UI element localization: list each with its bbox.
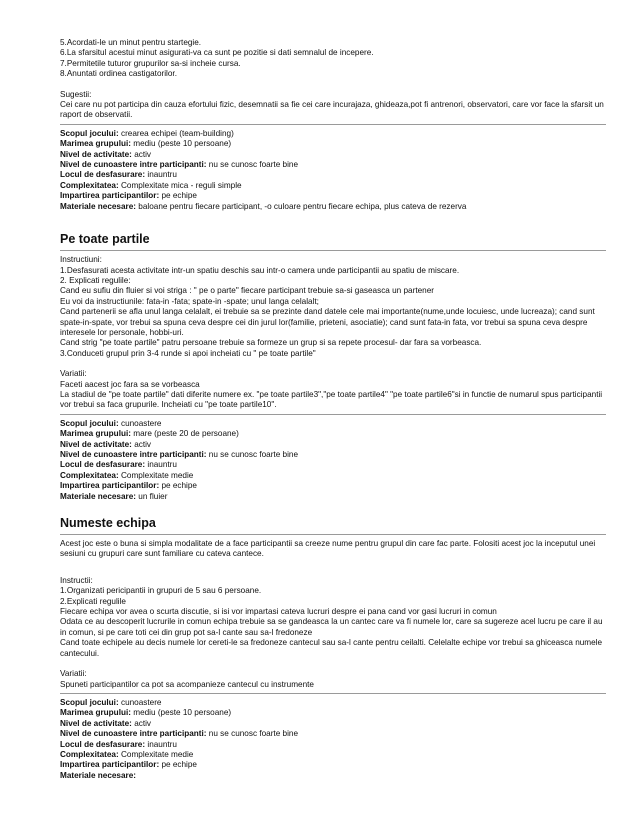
- instruction-line: 2. Explicati regulile:: [60, 275, 131, 285]
- loc-value: inauntru: [147, 170, 177, 180]
- variatii-label: Variatii:: [60, 669, 87, 679]
- variation-line: La stadiul de "pe toate partile" dati diferite numere ex. "pe toate partile3","pe toate partile4" "pe toate partile6"si in functie de numarul spus participantii vor trebui sa faca grupurile. Incheiati cu "pe toate partile10".: [60, 389, 603, 410]
- instruction-line: 2.Explicati regulile: [60, 596, 126, 606]
- marime-label: Marimea grupului:: [60, 708, 131, 718]
- loc-label: Locul de desfasurare:: [60, 739, 146, 749]
- cunoastere-label: Nivel de cunoastere intre participanti:: [60, 160, 207, 170]
- variatii-label: Variatii:: [60, 369, 87, 379]
- instructiuni-label: Instructiuni:: [60, 255, 102, 265]
- step-7: 7.Permitetile tuturor grupurilor sa-si incheie cursa.: [60, 58, 241, 68]
- marime-label: Marimea grupului:: [60, 429, 131, 439]
- materiale-label: Materiale necesare:: [60, 770, 137, 780]
- step-6: 6.La sfarsitul acestui minut asigurati-va ca sunt pe pozitie si dati semnalul de incepere.: [60, 48, 374, 58]
- cunoastere-label: Nivel de cunoastere intre participanti:: [60, 729, 207, 739]
- variation-line: Faceti aacest joc fara sa se vorbeasca: [60, 379, 200, 389]
- instruction-line: Cand partenerii se afla unul langa celalalt, ei trebuie sa se prezinte dand datele cele mai importante(nume,unde locuiesc, unde lucreaza); cand sunt spate-in-spate, vor trebui sa spuna ceva despre cei din jurul lor(familie, prieteni, asociatie); cand sunt fata-in fata, vor trebui sa spuna ceva despre interesele lor personale, hobbi-uri.: [60, 307, 595, 337]
- loc-value: inauntru: [147, 739, 177, 749]
- cunoastere-value: nu se cunosc foarte bine: [208, 729, 299, 739]
- intro-steps: [60, 38, 606, 80]
- instruction-line: Eu voi da instructiunile: fata-in -fata; spate-in -spate; unul langa celalalt;: [60, 296, 319, 306]
- instruction-line: 1.Desfasurati acesta activitate intr-un spatiu deschis sau intr-o camera unde participantii au spatiu de miscare.: [60, 265, 460, 275]
- divider: [60, 534, 606, 535]
- step-5: 5.Acordati-le un minut pentru startegie.: [60, 38, 202, 47]
- instruction-line: Fiecare echipa vor avea o scurta discutie, si isi vor impartasi cateva lucruri despre ei pana cand vor gasi lucruri in comun: [60, 607, 497, 617]
- game-info-block: [60, 129, 606, 212]
- scop-label: Scopul jocului:: [60, 128, 119, 138]
- impartire-label: Impartirea participantilor:: [60, 481, 160, 491]
- cunoastere-value: nu se cunosc foarte bine: [208, 450, 299, 459]
- divider: [60, 124, 606, 125]
- marime-label: Marimea grupului:: [60, 139, 131, 149]
- nivel-value: activ: [134, 149, 152, 159]
- marime-value: mediu (peste 10 persoane): [133, 139, 232, 149]
- complex-value: Complexitate medie: [120, 749, 194, 759]
- scop-value: crearea echipei (team-building): [120, 128, 234, 138]
- divider: [60, 250, 606, 251]
- complex-value: Complexitate mica - reguli simple: [120, 180, 242, 190]
- instruction-line: Cand eu sufiu din fluier si voi striga : " pe o parte" fiecare participant trebuie sa-si gaseasca un partener: [60, 286, 434, 296]
- scop-label: Scopul jocului:: [60, 418, 119, 428]
- complex-label: Complexitatea:: [60, 749, 119, 759]
- loc-label: Locul de desfasurare:: [60, 170, 146, 180]
- document-page: [60, 38, 606, 781]
- divider: [60, 693, 606, 694]
- nivel-label: Nivel de activitate:: [60, 439, 132, 449]
- impartire-value: pe echipe: [161, 481, 197, 491]
- variation-line: Spuneti participantilor ca pot sa acompanieze cantecul cu instrumente: [60, 679, 314, 689]
- loc-value: inauntru: [147, 460, 177, 470]
- instruction-line: Cand strig "pe toate partile" patru persoane trebuie sa formeze un grup si sa repete procesul- dar fara sa vorbeasca.: [60, 338, 482, 348]
- marime-value: mediu (peste 10 persoane): [133, 708, 232, 718]
- impartire-label: Impartirea participantilor:: [60, 191, 160, 201]
- instruction-line: 3.Conduceti grupul prin 3-4 runde si apoi incheiati cu " pe toate partile": [60, 348, 316, 358]
- loc-label: Locul de desfasurare:: [60, 460, 146, 470]
- step-8: 8.Anuntati ordinea castigatorilor.: [60, 69, 177, 79]
- materiale-label: Materiale necesare:: [60, 491, 137, 501]
- complex-label: Complexitatea:: [60, 470, 119, 480]
- instruction-line: Odata ce au descoperit lucrurile in comun echipa trebuie sa se gandeasca la un cantec care va fi numele lor, care sa sugereze acel lucru pe care il au in comun, si pe care toti cei din grup pot sa-l cante sau sa-l fredoneze: [60, 617, 603, 637]
- materiale-value: un fluier: [138, 491, 168, 501]
- scop-label: Scopul jocului:: [60, 697, 119, 707]
- nivel-label: Nivel de activitate:: [60, 718, 132, 728]
- nivel-value: activ: [134, 718, 152, 728]
- game-info-block: [60, 419, 606, 502]
- impartire-value: pe echipe: [161, 191, 197, 201]
- section-title: Numeste echipa: [60, 516, 156, 531]
- impartire-value: pe echipe: [161, 760, 197, 770]
- divider: [60, 414, 606, 415]
- scop-value: cunoastere: [120, 697, 162, 707]
- section-title: Pe toate partile: [60, 232, 150, 247]
- game-info-block: [60, 698, 606, 781]
- section-intro: Acest joc este o buna si simpla modalitate de a face participantii sa creeze nume pentru grupul din care fac parte. Folositi acest joc la inceputul unei sesiuni cu grupuri care sunt familiare cu cateva cantece.: [60, 539, 596, 559]
- cunoastere-value: nu se cunosc foarte bine: [208, 160, 299, 170]
- sugestii-label: Sugestii:: [60, 89, 92, 99]
- marime-value: mare (peste 20 de persoane): [133, 429, 239, 439]
- instruction-line: 1.Organizati pericipantii in grupuri de 5 sau 6 persoane.: [60, 586, 262, 596]
- nivel-label: Nivel de activitate:: [60, 149, 132, 159]
- complex-label: Complexitatea:: [60, 180, 119, 190]
- cunoastere-label: Nivel de cunoastere intre participanti:: [60, 450, 207, 459]
- materiale-label: Materiale necesare:: [60, 201, 137, 211]
- scop-value: cunoastere: [120, 418, 162, 428]
- impartire-label: Impartirea participantilor:: [60, 760, 160, 770]
- complex-value: Complexitate medie: [120, 470, 194, 480]
- materiale-value: baloane pentru fiecare participant, -o culoare pentru fiecare echipa, plus cateva de rezerva: [138, 201, 467, 211]
- nivel-value: activ: [134, 439, 152, 449]
- instructii-label: Instructii:: [60, 575, 93, 585]
- instruction-line: Cand toate echipele au decis numele lor cereti-le sa fredoneze cantecul sau sa-l cante pentru ceilalti. Celelalte echipe vor trebui sa ghiceasca numele cantecului.: [60, 638, 603, 658]
- sugestii-text: Cei care nu pot participa din cauza efortului fizic, desemnatii sa fie cei care incurajaza, ghideaza,pot fi antrenori, observatori, care vor face la sfarsit un raport de observatii.: [60, 100, 604, 120]
